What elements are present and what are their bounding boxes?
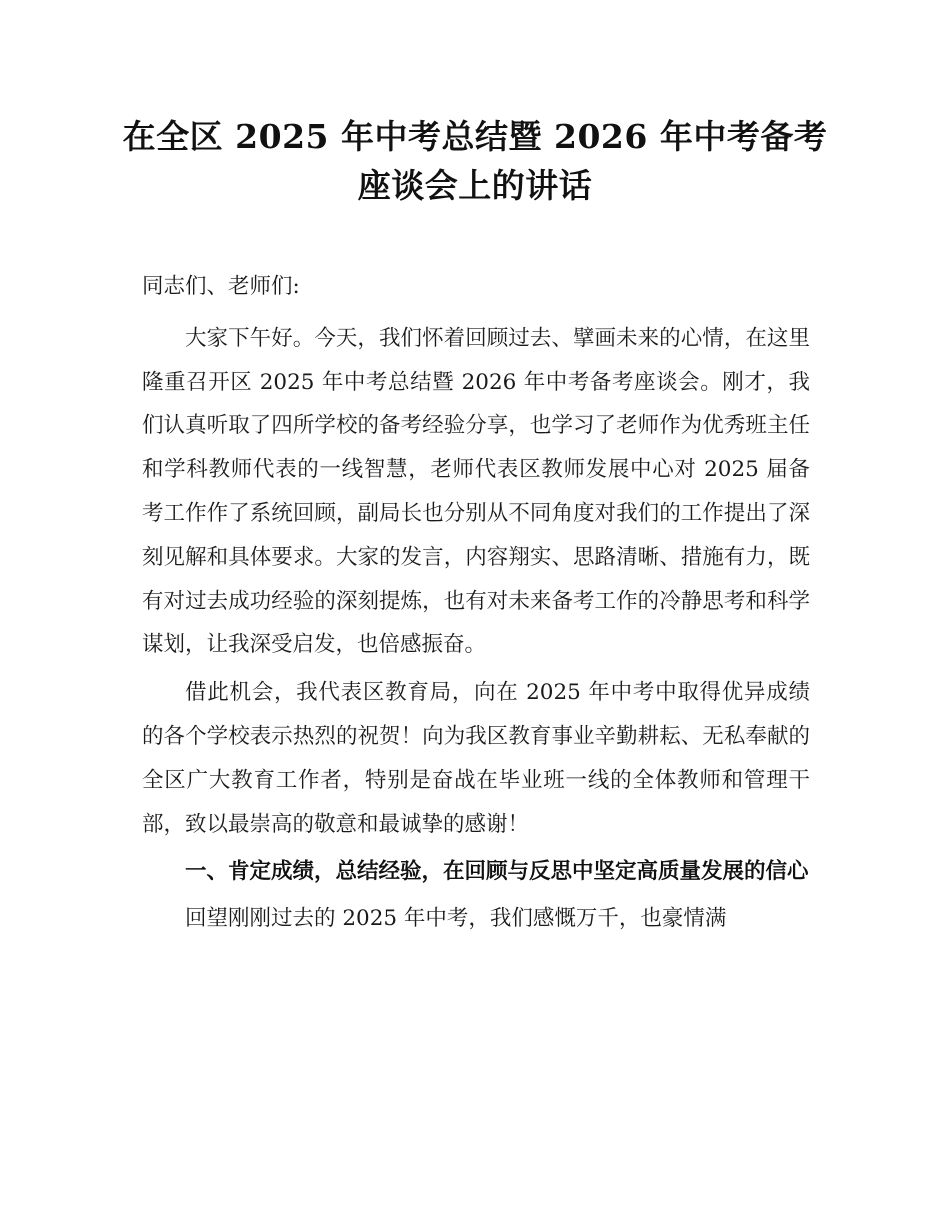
title-line-1: 在全区 2025 年中考总结暨 2026 年中考备考 bbox=[122, 117, 828, 156]
paragraph-opening: 大家下午好。今天，我们怀着回顾过去、擘画未来的心情，在这里隆重召开区 2025 年中考总结暨 2026 年中考备考座谈会。刚才，我们认真听取了四所学校的备考经验分享，也学习了老师作为优秀班主任和学科教师代表的一线智慧，老师代表区教师发展中心对 2025 届备考工作作了系统回顾，副局长也分别从不同角度对我们的工作提出了深刻见解和具体要求。大家的发言，内容翔实、思路清晰、措施有力，既有对过去成功经验的深刻提炼，也有对未来备考工作的冷静思考和科学谋划，让我深受启发，也倍感振奋。 bbox=[142, 325, 810, 658]
section-heading-1: 一、肯定成绩，总结经验，在回顾与反思中坚定高质量发展的信心 bbox=[185, 859, 809, 885]
paragraph-thanks: 借此机会，我代表区教育局，向在 2025 年中考中取得优异成绩的各个学校表示热烈的祝贺！向为我区教育事业辛勤耕耘、无私奉献的全区广大教育工作者，特别是奋战在毕业班一线的全体教师和管理干部，致以最崇高的敬意和最诚挚的感谢！ bbox=[142, 680, 810, 837]
title-line-2: 座谈会上的讲话 bbox=[357, 166, 593, 205]
paragraph-review: 回望刚刚过去的 2025 年中考，我们感慨万千，也豪情满 bbox=[185, 906, 727, 932]
document-body bbox=[142, 265, 810, 945]
salutation: 同志们、老师们: bbox=[142, 274, 300, 299]
document-title bbox=[100, 112, 850, 210]
